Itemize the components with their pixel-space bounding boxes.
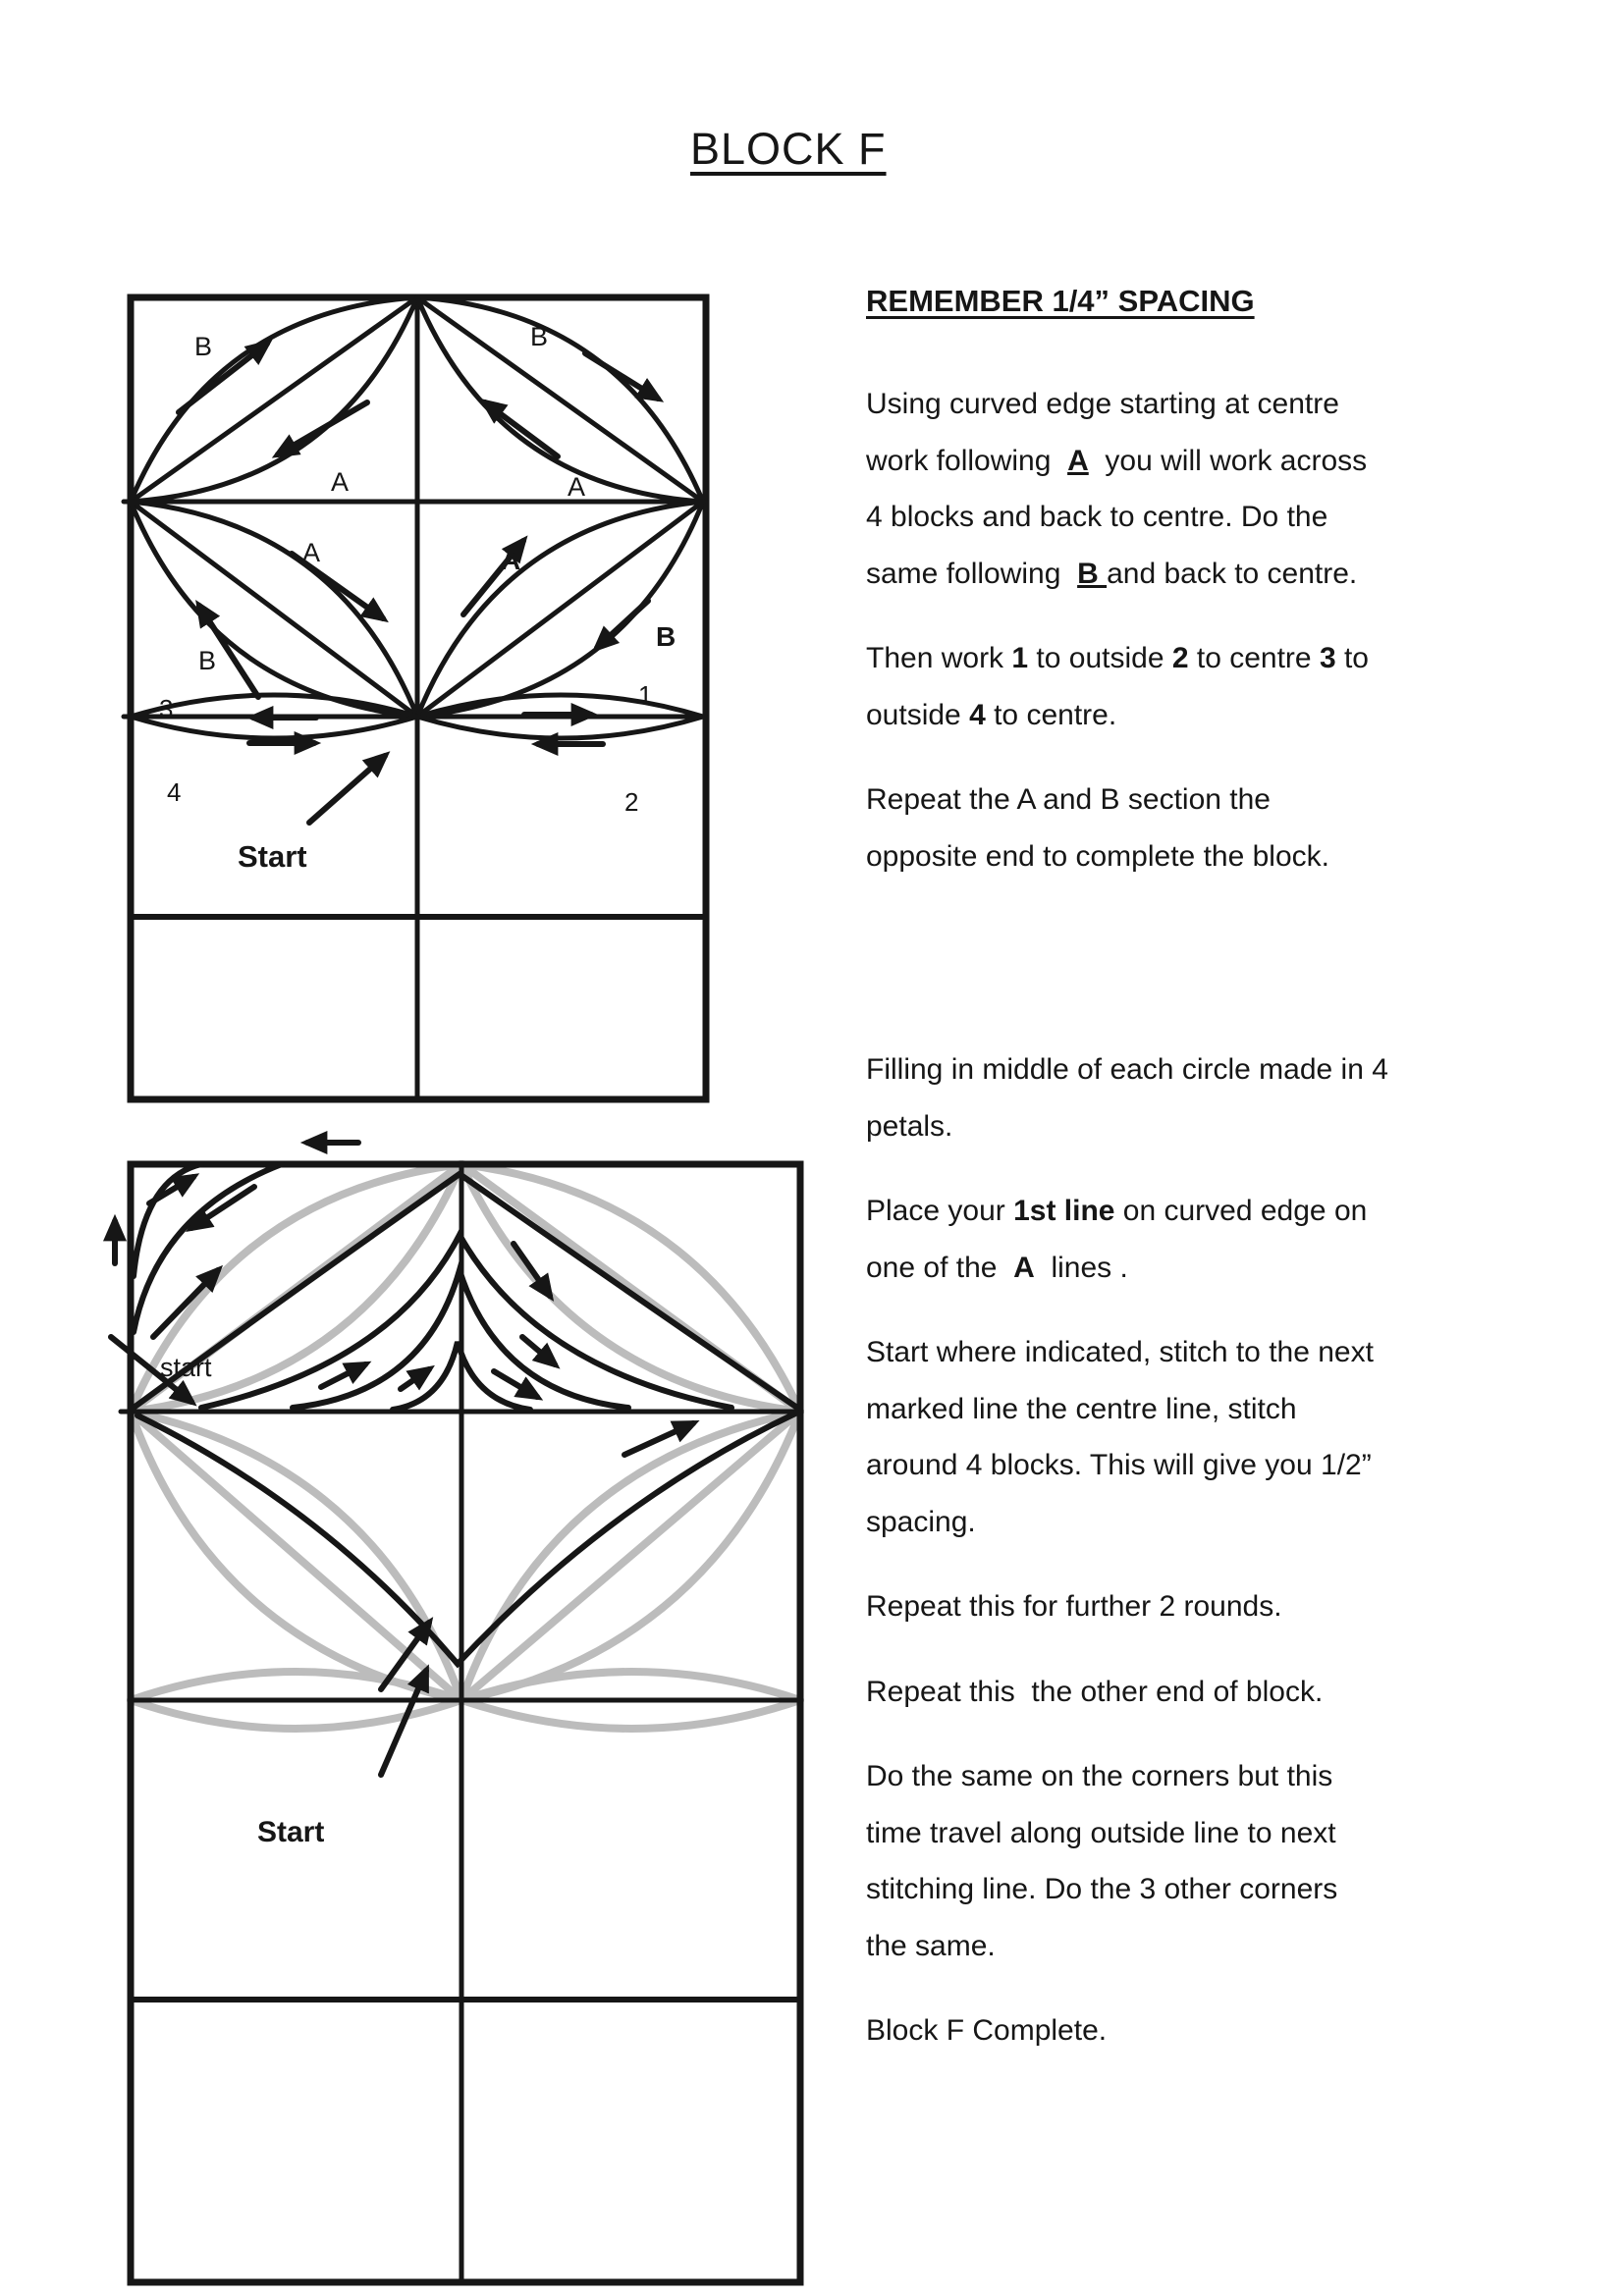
- label-start-small: start: [160, 1353, 212, 1382]
- bottom-diagram: [111, 1143, 800, 2282]
- paragraph-corners: Do the same on the corners but this time travel along outside line to next stitching line. Do the 3 other corners the same.: [866, 1760, 1338, 1962]
- paragraph-filling-petals: Filling in middle of each circle made in 4 petals.: [866, 1053, 1388, 1143]
- label-start-big: Start: [257, 1816, 325, 1848]
- label-b-mid-right: B: [656, 621, 677, 652]
- paragraph-repeat-opposite-end: Repeat the A and B section the opposite end to complete the block.: [866, 783, 1329, 873]
- label-a-upper-left: A: [331, 467, 350, 497]
- label-a-upper-right: A: [568, 472, 586, 502]
- label-number-1: 1: [638, 680, 653, 710]
- label-a-mid-left: A: [302, 538, 321, 567]
- instructions-heading: REMEMBER 1/4” SPACING: [866, 284, 1255, 318]
- paragraph-repeat-other-end: Repeat this the other end of block.: [866, 1675, 1324, 1708]
- page-title: BLOCK F: [690, 124, 887, 174]
- paragraph-block-complete: Block F Complete.: [866, 2014, 1108, 2047]
- label-number-2: 2: [624, 787, 639, 817]
- paragraph-start-where-indicated: Start where indicated, stitch to the next marked line the centre line, stitch around 4 blocks. This will give you 1/2” spacing.: [866, 1336, 1374, 1538]
- paragraph-1234-order: Then work 1 to outside 2 to centre 3 to outside 4 to centre.: [866, 642, 1369, 731]
- label-number-4: 4: [167, 777, 182, 807]
- paragraph-a-b-directions: Using curved edge starting at centre work following A you will work across 4 blocks and back to centre. Do the same following B and back to centre.: [866, 388, 1368, 590]
- label-a-mid-right: A: [501, 545, 521, 575]
- paragraph-repeat-rounds: Repeat this for further 2 rounds.: [866, 1590, 1282, 1623]
- top-diagram: [124, 297, 706, 1099]
- instructions-column-top: [866, 273, 1514, 913]
- paragraph-first-line: Place your 1st line on curved edge on one of the A lines .: [866, 1195, 1368, 1284]
- label-b-upper-right: B: [530, 322, 549, 351]
- label-start-top-diagram: Start: [238, 839, 307, 874]
- label-b-upper-left: B: [194, 332, 213, 361]
- label-number-3: 3: [159, 694, 174, 723]
- instructions-column-bottom: [866, 1041, 1514, 2088]
- label-b-mid-left: B: [198, 646, 217, 675]
